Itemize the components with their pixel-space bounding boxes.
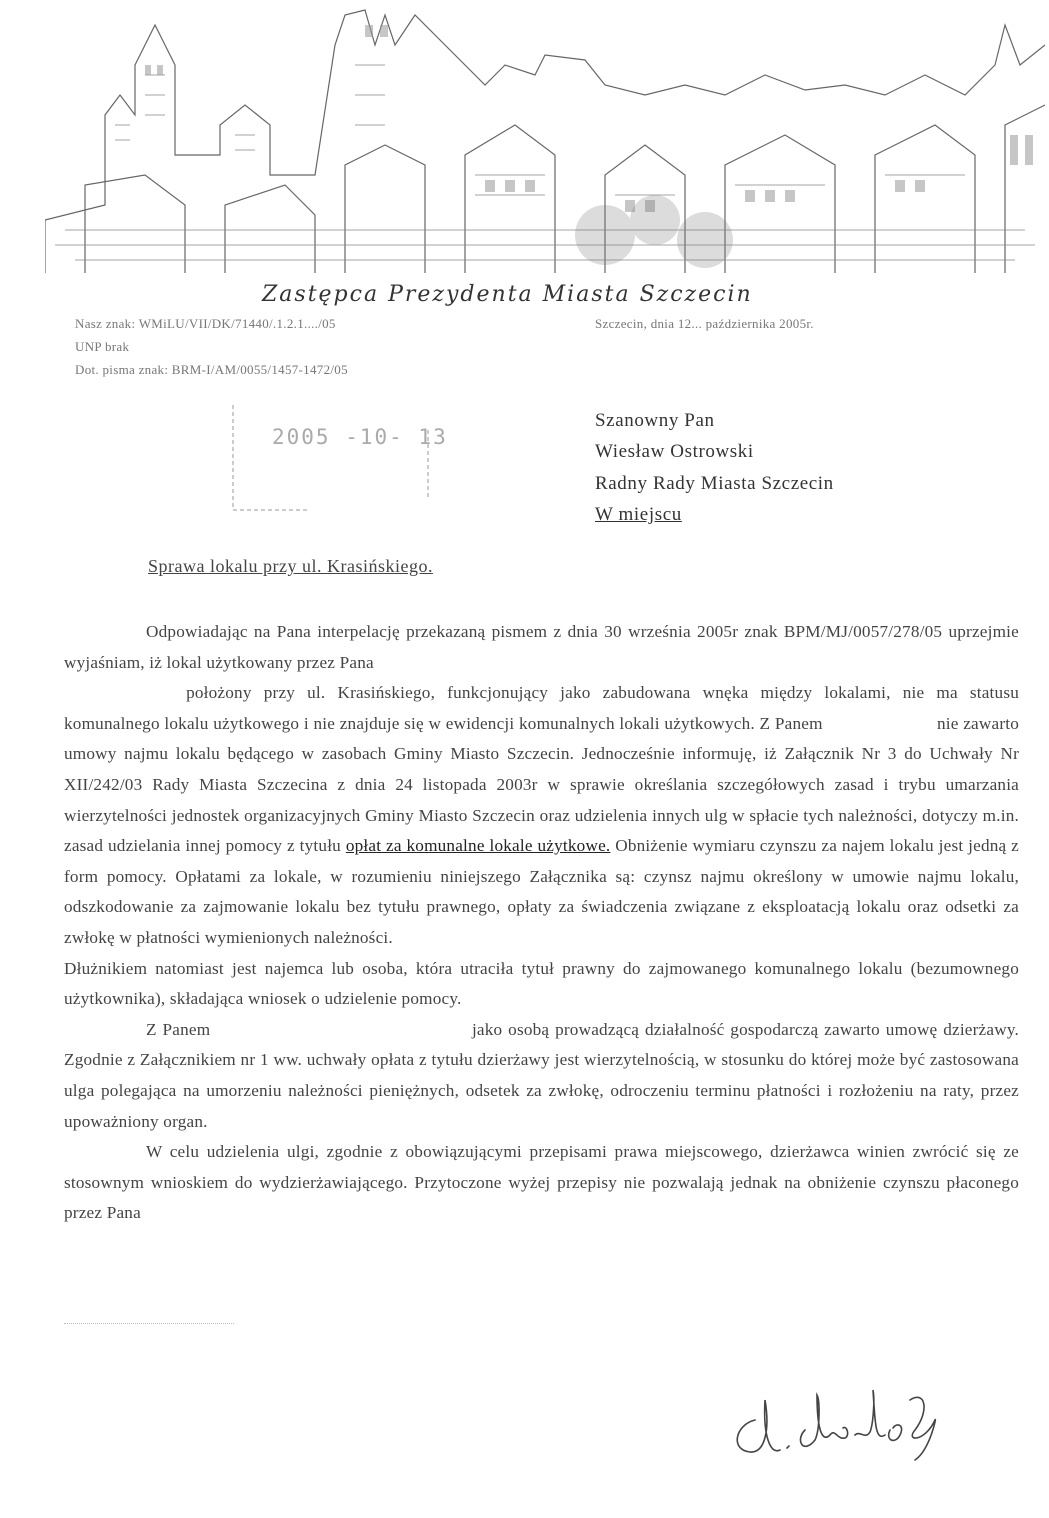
paragraph-3-part-b: jako osobą prowadzącą działalność gospodarczą zawarto umowę dzierżawy. Zgodnie z Załącznikiem nr 1 ww. uchwały opłata z tytułu dzierżawy jest wierzytelnością, w stosunku do której może być zastosowana ulga polegająca na umorzeniu należności pieniężnych, odsetek za zwłokę, odroczeniu terminu płatności i rozłożeniu na raty, przez upoważniony organ. [64,1019,1019,1131]
stamp-date: 2005 -10- 13 [272,425,448,449]
paragraph-1-part-d: Obniżenie wymiaru czynszu za najem lokalu jest jedną z form pomocy. Opłatami za lokale, w rozumieniu niniejszego Załącznika są: czynsz najmu określony w umowie najmu lokalu, odszkodowanie za zajmowanie lokalu bez tytułu prawnego, opłaty za świadczenia związane z eksploatacją lokalu oraz odsetki za zwłokę w płatności wymienionych należności. [64,836,1020,947]
addressee-salutation: Szanowny Pan [595,410,715,431]
our-reference: Nasz znak: WMiLU/VII/DK/71440/.1.2.1..../05 [75,316,336,331]
paragraph-2: Dłużnikiem natomiast jest najemca lub osoba, która utraciła tytuł prawny do zajmowanego komunalnego lokalu (bezumownego użytkownika), składająca wniosek o udzielenie pomocy. [64,958,1019,1009]
paragraph-3-part-a: Z Panem [146,1019,211,1039]
letter-subject: Sprawa lokalu przy ul. Krasińskiego. [148,556,433,576]
paragraph-1 [64,617,1019,954]
regarding-reference: Dot. pisma znak: BRM-I/AM/0055/1457-1472/05 [75,362,348,377]
place-date: Szczecin, dnia 12... października 2005r. [595,316,814,331]
received-stamp [228,400,438,520]
paragraph-1-part-a: Odpowiadając na Pana interpelację przekazaną pismem z dnia 30 września 2005r znak BPM/MJ/0057/278/05 uprzejmie wyjaśniam, iż lokal użytkowany przez Pana [64,622,1019,672]
addressee-name: Wiesław Ostrowski [595,441,754,462]
paragraph-1-part-c: nie zawarto umowy najmu lokalu będącego w zasobach Gminy Miasto Szczecin. Jednocześnie informuję, iż Załącznik Nr 3 do Uchwały Nr XII/242/03 Rady Miasta Szczecina z dnia 24 listopada 2003r w sprawie określania szczegółowych zasad i trybu umarzania wierzytelności jednostek organizacyjnych Gminy Miasto Szczecin oraz udzielenia innych ulg w spłacie tych należności, dotyczy m.in. zasad udzielania innej pomocy z tytułu [64,713,1020,856]
redacted-line [64,1323,234,1324]
letterhead-cityscape-image [45,5,1045,273]
handwritten-signature [725,1380,955,1470]
addressee-title: Radny Rady Miasta Szczecin [595,473,834,494]
paragraph-1-underlined: opłat za komunalne lokale użytkowe. [345,836,611,856]
letter-body [64,617,1019,1229]
paragraph-4: W celu udzielenia ulgi, zgodnie z obowiązującymi przepisami prawa miejscowego, dzierżawca winien zwrócić się ze stosownym wnioskiem do wydzierżawiającego. Przytoczone wyżej przepisy nie pozwalają jednak na obniżenie czynszu płaconego przez Pana [64,1142,1019,1223]
office-title: Zastępca Prezydenta Miasta Szczecin [262,282,753,307]
paragraph-1-part-b: położony przy ul. Krasińskiego, funkcjonujący jako zabudowana wnęka między lokalami, nie ma statusu komunalnego lokalu użytkowego i nie znajduje się w ewidencji komunalnych lokali użytkowych. Z Panem [64,683,1019,733]
addressee-location: W miejscu [595,504,682,525]
unp-reference: UNP brak [75,339,130,354]
paragraph-3 [64,1015,1019,1137]
